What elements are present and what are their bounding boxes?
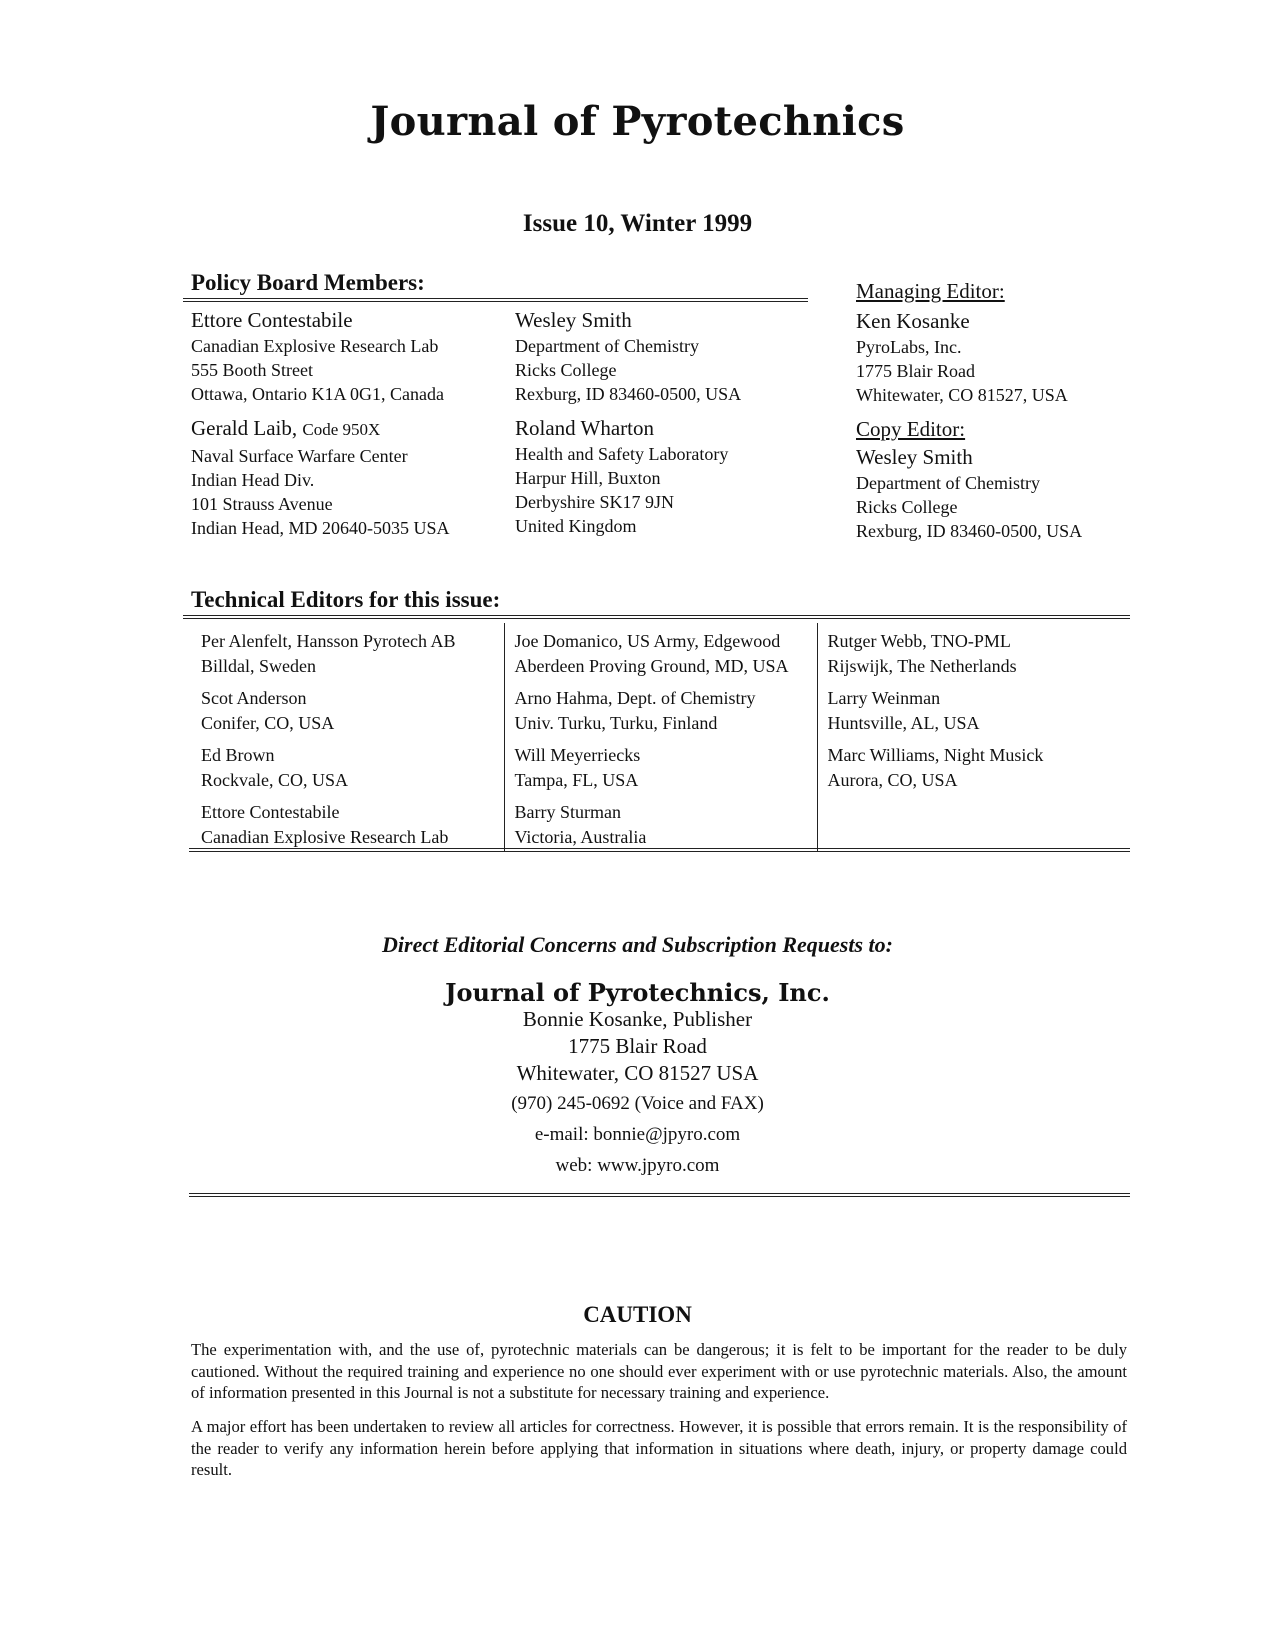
editor-entry: Scot Anderson Conifer, CO, USA: [201, 688, 335, 733]
member-line: Harpur Hill, Buxton: [515, 468, 661, 488]
member-line: Indian Head Div.: [191, 470, 315, 490]
publisher-person: Bonnie Kosanke, Publisher: [522, 1007, 753, 1031]
member-line: Canadian Explosive Research Lab: [191, 336, 439, 356]
member-line: Naval Surface Warfare Center: [191, 446, 408, 466]
editor-entry: Ettore Contestabile Canadian Explosive Research Lab: [201, 802, 449, 847]
policy-board-member: [515, 306, 815, 538]
member-code: Code 950X: [302, 420, 381, 439]
member-name: Roland Wharton: [515, 416, 655, 440]
policy-board-member: [191, 306, 511, 540]
caution-heading: CAUTION: [583, 1302, 692, 1327]
editor-line: Rexburg, ID 83460-0500, USA: [856, 521, 1083, 541]
editor-entry: Arno Hahma, Dept. of Chemistry Univ. Turku, Turku, Finland: [514, 688, 756, 733]
editor-entry: Ed Brown Rockvale, CO, USA: [201, 745, 348, 790]
editor-line: Ricks College: [856, 497, 958, 517]
member-line: Rexburg, ID 83460-0500, USA: [515, 384, 742, 404]
editor-line: Whitewater, CO 81527, USA: [856, 385, 1068, 405]
publisher-address: [0, 1006, 1275, 1087]
member-line: Ricks College: [515, 360, 617, 380]
caution-paragraph: The experimentation with, and the use of, pyrotechnic materials can be dangerous; it is felt to be important for the reader to be duly cautioned. Without the required training and experience no one should ever experiment with or use pyrotechnic materials. Also, the amount of information presented in this Journal is not a substitute for necessary training and experience.: [191, 1340, 1127, 1402]
publisher-street: 1775 Blair Road: [568, 1034, 707, 1058]
editor-entry: Larry Weinman Huntsville, AL, USA: [827, 688, 980, 733]
technical-editors-heading: Technical Editors for this issue:: [191, 587, 501, 612]
editor-entry: Rutger Webb, TNO-PML Rijswijk, The Netherlands: [827, 631, 1017, 676]
member-line: United Kingdom: [515, 516, 637, 536]
technical-editors-column: [817, 623, 1130, 851]
copy-editor-name: Wesley Smith: [856, 445, 973, 469]
issue-label: Issue 10, Winter 1999: [522, 210, 753, 237]
subscription-heading: Direct Editorial Concerns and Subscription Requests to:: [382, 932, 893, 957]
publisher-rule: [189, 1193, 1130, 1197]
member-line: Derbyshire SK17 9JN: [515, 492, 674, 512]
technical-editors-rule-bottom: [189, 848, 1130, 852]
technical-editors-rule-top: [183, 615, 1130, 619]
member-line: 101 Strauss Avenue: [191, 494, 333, 514]
caution-paragraph: A major effort has been undertaken to review all articles for correctness. However, it is possible that errors remain. It is the responsibility of the reader to verify any information herein before applying that information in situations where death, injury, or property damage could result.: [191, 1417, 1127, 1479]
technical-editors-column: [504, 623, 817, 851]
editor-entry: Marc Williams, Night Musick Aurora, CO, USA: [827, 745, 1044, 790]
editor-entry: Joe Domanico, US Army, Edgewood Aberdeen Proving Ground, MD, USA: [514, 631, 789, 676]
member-line: Ottawa, Ontario K1A 0G1, Canada: [191, 384, 444, 404]
member-line: Indian Head, MD 20640-5035 USA: [191, 518, 450, 538]
managing-editor-label: Managing Editor:: [856, 279, 1005, 303]
copy-editor-label: Copy Editor:: [856, 417, 966, 441]
managing-editor-name: Ken Kosanke: [856, 309, 970, 333]
technical-editors-table: [191, 623, 1130, 851]
member-line: Health and Safety Laboratory: [515, 444, 729, 464]
publisher-phone: (970) 245-0692 (Voice and FAX): [511, 1093, 764, 1114]
editor-line: 1775 Blair Road: [856, 361, 975, 381]
publisher-email: e-mail: bonnie@jpyro.com: [534, 1124, 741, 1145]
member-line: 555 Booth Street: [191, 360, 313, 380]
publisher-city: Whitewater, CO 81527 USA: [516, 1061, 759, 1085]
member-name: Gerald Laib, Code 950X: [191, 416, 381, 440]
editor-entry: Will Meyerriecks Tampa, FL, USA: [514, 745, 641, 790]
editor-line: PyroLabs, Inc.: [856, 337, 962, 357]
policy-board-heading: Policy Board Members:: [191, 270, 425, 295]
member-line: Department of Chemistry: [515, 336, 699, 356]
member-name: Wesley Smith: [515, 308, 632, 332]
managing-editor: [856, 277, 1156, 543]
publisher-web: web: www.jpyro.com: [555, 1155, 720, 1176]
editor-line: Department of Chemistry: [856, 473, 1040, 493]
journal-title: Journal of Pyrotechnics: [370, 98, 905, 145]
editor-entry: Barry Sturman Victoria, Australia: [514, 802, 647, 847]
technical-editors-column: [191, 623, 504, 851]
editor-entry: Per Alenfelt, Hansson Pyrotech AB Billdal, Sweden: [201, 631, 456, 676]
publisher-company: Journal of Pyrotechnics, Inc.: [445, 978, 830, 1007]
publisher-contact: [0, 1088, 1275, 1181]
member-name: Ettore Contestabile: [191, 308, 353, 332]
policy-board-rule: [183, 298, 808, 302]
